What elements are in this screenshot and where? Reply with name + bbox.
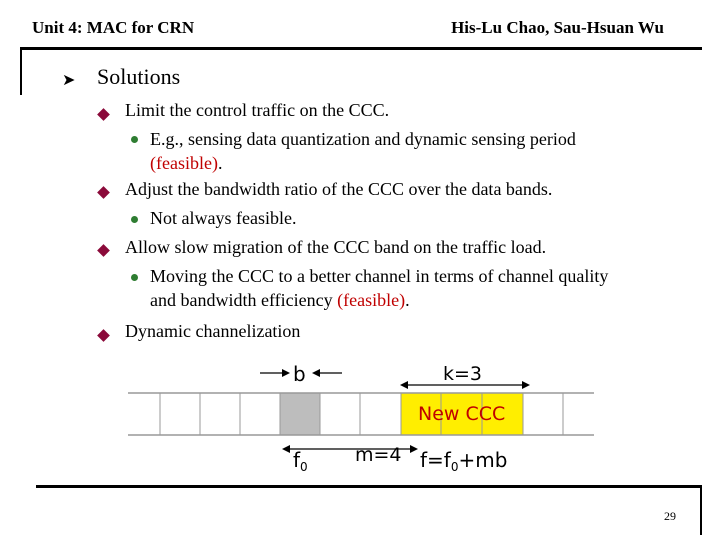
f0-label	[293, 448, 308, 474]
f0-subscript: 0	[300, 460, 308, 474]
diamond-bullet-icon	[97, 329, 110, 342]
header-right-authors: His-Lu Chao, Sau-Hsuan Wu	[451, 18, 664, 37]
dot-bullet-icon	[131, 274, 138, 281]
bullet-1-sub	[150, 127, 690, 175]
f-eq-suffix: +mb	[458, 448, 508, 472]
header-left-title: Unit 4: MAC for CRN	[32, 18, 195, 37]
bullet-2-text: Adjust the bandwidth ratio of the CCC over the data bands.	[125, 179, 553, 199]
f-eq-subscript: 0	[450, 460, 459, 474]
dot-bullet-icon	[131, 216, 138, 223]
bullet-3-sub-text2: and bandwidth efficiency	[150, 290, 333, 310]
selected-channel-cell	[280, 393, 320, 435]
b-label: b	[293, 362, 306, 386]
bullet-2-sub: Not always feasible.	[150, 208, 297, 228]
bullet-1-sub-text: E.g., sensing data quantization and dynamic sensing period	[150, 129, 576, 149]
dot-bullet-icon	[131, 136, 138, 143]
page-number: 29	[664, 509, 676, 523]
bullet-3-sub-after: .	[405, 290, 410, 310]
f0-letter: f	[293, 448, 301, 472]
left-rule	[20, 47, 22, 95]
bullet-1-sub-note: (feasible)	[150, 153, 218, 173]
f-eq-prefix: f=f	[420, 448, 451, 472]
m-label: m=4	[355, 444, 402, 466]
bullet-3-sub-note: (feasible)	[337, 290, 406, 310]
top-rule	[20, 47, 702, 50]
channelization-diagram	[110, 355, 610, 475]
bullet-1-text: Limit the control traffic on the CCC.	[125, 100, 390, 120]
bullet-3-text: Allow slow migration of the CCC band on the traffic load.	[125, 237, 547, 257]
arrow-bullet-icon: ➤	[62, 70, 76, 89]
bullet-1-sub-after: .	[217, 153, 223, 173]
diamond-bullet-icon	[97, 186, 110, 199]
channel-grid	[128, 393, 594, 435]
diamond-bullet-icon	[97, 244, 110, 257]
bullet-3-sub-text: Moving the CCC to a better channel in terms of channel quality	[150, 266, 609, 286]
section-heading: Solutions	[97, 64, 181, 89]
bottom-rule	[36, 485, 702, 488]
k-label: k=3	[443, 363, 483, 385]
diamond-bullet-icon	[97, 108, 110, 121]
bullet-3-sub	[150, 264, 690, 312]
f-equation-label	[420, 448, 507, 474]
new-ccc-label: New CCC	[418, 403, 506, 425]
bullet-4-text: Dynamic channelization	[125, 321, 301, 341]
right-rule	[700, 485, 702, 535]
